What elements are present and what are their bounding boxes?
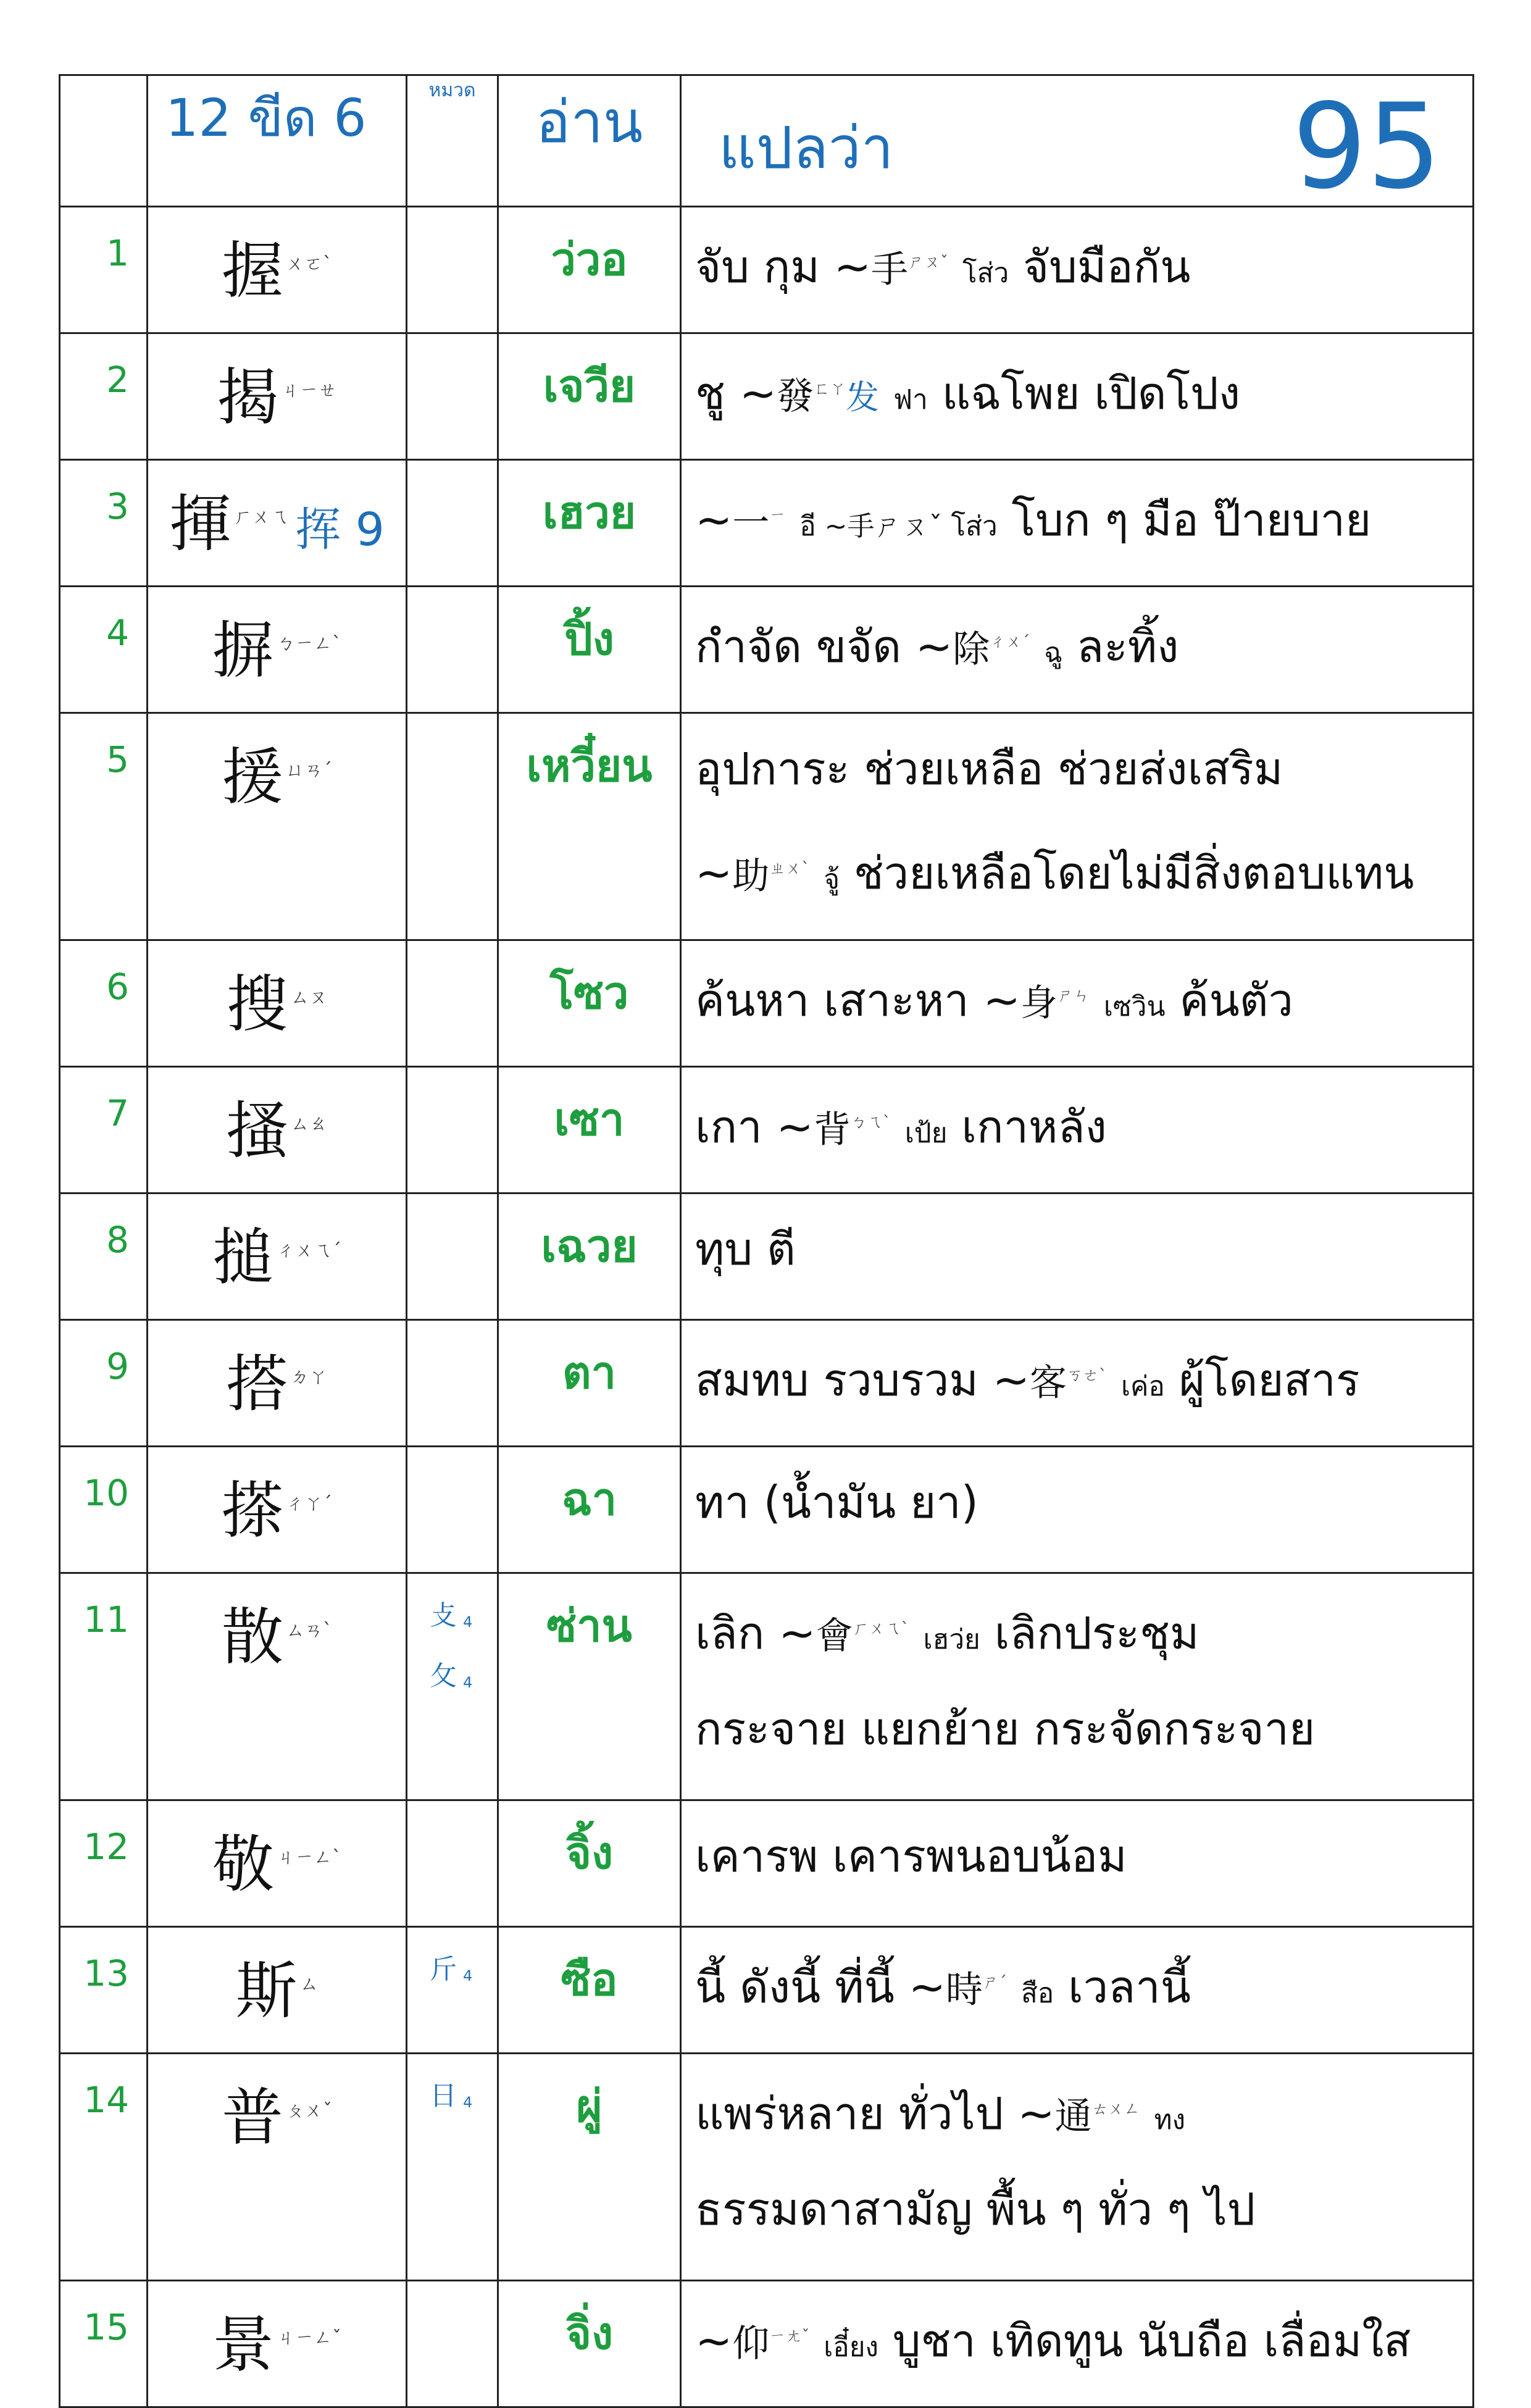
table-row	[60, 333, 1474, 460]
table-row	[60, 1927, 1474, 2054]
character-cell	[148, 1067, 407, 1194]
hanzi-bopomofo: ㄐㄧㄥˇ	[277, 2327, 341, 2349]
meaning-text-after: เลิกประชุม	[980, 1607, 1199, 1659]
page-number: 95	[1292, 78, 1441, 215]
radical-entry	[430, 2069, 497, 2130]
radical-cell	[407, 333, 498, 460]
meaning-line	[695, 2302, 1472, 2402]
hanzi-char: 散	[222, 1601, 283, 1673]
hanzi-char: 援	[222, 741, 283, 813]
hanzi-char: 握	[222, 235, 283, 307]
hanzi-bopomofo: ㄙㄡ	[290, 987, 328, 1008]
hanzi-bopomofo: ㄅㄧㄥˋ	[277, 633, 341, 654]
example-bopomofo: ㄈㄚ	[814, 380, 846, 398]
radical-cell	[407, 587, 498, 713]
meaning-text-after: ค้นตัว	[1165, 974, 1293, 1026]
meaning-cell	[681, 207, 1474, 333]
example-thai-reading: สือ	[1020, 1978, 1054, 2009]
radical-strokes: 4	[463, 2094, 473, 2111]
meaning-cell	[681, 333, 1474, 460]
example-char: 助	[732, 855, 770, 898]
table-row	[60, 2054, 1474, 2281]
radical-strokes: 4	[463, 1674, 473, 1691]
example-thai-reading: เอี๋ยง	[824, 2331, 878, 2363]
simplified-form: 挥 9	[295, 503, 385, 556]
meaning-cell	[681, 1800, 1474, 1927]
row-number: 9	[60, 1320, 148, 1447]
example-thai-reading: เซวิน	[1103, 991, 1166, 1022]
example-char: 仰	[732, 2322, 770, 2365]
radical-char: 攵	[430, 1660, 457, 1692]
hanzi-bopomofo: ㄙㄠ	[290, 1113, 328, 1135]
hanzi-char: 景	[212, 2309, 274, 2381]
example-thai-reading: เค่อ	[1120, 1371, 1165, 1402]
thai-reading: ซือ	[498, 1927, 681, 2054]
meaning-text: ~	[695, 2315, 733, 2367]
hanzi-bopomofo: ㄆㄨˇ	[286, 2100, 332, 2122]
character-cell	[148, 207, 407, 333]
example-thai-reading: จู้	[824, 864, 840, 895]
hanzi-bopomofo: ㄔㄚˊ	[286, 1493, 332, 1515]
example-thai-reading: เป้ย	[904, 1118, 948, 1149]
example-char: 除	[953, 628, 990, 671]
meaning-text: กำจัด ขจัด ~	[695, 621, 953, 672]
row-number: 5	[60, 713, 148, 940]
vocabulary-table	[59, 74, 1474, 2408]
character-cell	[148, 2281, 407, 2407]
row-number: 10	[60, 1447, 148, 1573]
radical-entry	[430, 1649, 497, 1710]
radical-cell	[407, 1320, 498, 1447]
character-cell	[148, 1320, 407, 1447]
radical-entry	[430, 1942, 497, 2003]
table-row	[60, 940, 1474, 1067]
example-char: 背	[813, 1108, 851, 1152]
character-cell	[148, 1800, 407, 1927]
meaning-text: ค้นหา เสาะหา ~	[695, 974, 1020, 1026]
character-cell	[148, 1927, 407, 2054]
meaning-text-after: เกาหลัง	[947, 1101, 1107, 1153]
table-row	[60, 2281, 1474, 2407]
meaning-cell	[681, 1194, 1474, 1320]
radical-cell	[407, 713, 498, 940]
example-bopomofo: ㄔㄨˊ	[990, 633, 1030, 651]
example-bopomofo: ㄧ	[769, 506, 786, 525]
meaning-text: ชู ~	[695, 367, 777, 419]
table-row	[60, 1067, 1474, 1194]
thai-reading: ปิ้ง	[498, 587, 681, 713]
example-thai-reading: ฉู	[1044, 637, 1063, 669]
meaning-line	[695, 482, 1472, 582]
hanzi-char: 敬	[212, 1828, 274, 1900]
table-row	[60, 1800, 1474, 1927]
radical-cell	[407, 2054, 498, 2281]
character-cell	[148, 1447, 407, 1573]
row-number: 12	[60, 1800, 148, 1927]
radical-entry	[430, 1589, 497, 1649]
thai-reading: จิ่ง	[498, 2281, 681, 2407]
row-number: 14	[60, 2054, 148, 2281]
example-bopomofo: ㄕㄡˇ	[908, 253, 949, 272]
radical-cell	[407, 2281, 498, 2407]
example-char: 會	[816, 1615, 853, 1658]
header-row	[60, 75, 1474, 207]
meaning-line	[695, 1949, 1472, 2049]
header-radical: หมวด	[407, 75, 498, 207]
meaning-text: กระจาย แยกย้าย กระจัดกระจาย	[695, 1703, 1316, 1755]
thai-reading: ตา	[498, 1320, 681, 1447]
row-number: 2	[60, 333, 148, 460]
example-char: 時	[946, 1968, 983, 2012]
meaning-text: เคารพ เคารพนอบน้อม	[695, 1830, 1127, 1882]
meaning-text: อุปการะ ช่วยเหลือ ช่วยส่งเสริม	[695, 743, 1283, 795]
meaning-text: เลิก ~	[695, 1607, 816, 1659]
example-bopomofo: ㄅㄟˋ	[850, 1113, 891, 1132]
radical-cell	[407, 1194, 498, 1320]
hanzi-bopomofo: ㄏㄨㄟ	[233, 506, 290, 528]
header-meaning-cell	[681, 75, 1474, 215]
row-number: 11	[60, 1573, 148, 1800]
header-index-cell	[60, 75, 148, 207]
table-row	[60, 1573, 1474, 1800]
hanzi-bopomofo: ㄙ	[299, 1973, 319, 1995]
example-thai-reading: โส่ว	[962, 257, 1009, 289]
meaning-line	[695, 1215, 1472, 1315]
meaning-text: เกา ~	[695, 1101, 814, 1153]
meaning-cell	[681, 1927, 1474, 2054]
row-number: 3	[60, 460, 148, 587]
meaning-line	[695, 1695, 1472, 1795]
meaning-text-after: เวลานี้	[1054, 1961, 1191, 2013]
example-simplified: 发	[846, 378, 880, 417]
radical-cell	[407, 207, 498, 333]
meaning-text-after: บูชา เทิดทูน นับถือ เลื่อมใส	[878, 2315, 1411, 2367]
meaning-line	[695, 2175, 1472, 2275]
thai-reading: ว่วอ	[498, 207, 681, 333]
meaning-line	[695, 355, 1472, 455]
example-thai-reading: ทง	[1154, 2104, 1186, 2136]
thai-reading: เฮวย	[498, 460, 681, 587]
character-cell	[148, 940, 407, 1067]
table-row	[60, 587, 1474, 713]
meaning-text-after: โบก ๆ มือ ป๊ายบาย	[997, 494, 1372, 546]
thai-reading: ผู่	[498, 2054, 681, 2281]
meaning-text: ~	[695, 494, 733, 546]
meaning-text: ทา (น้ำมัน ยา)	[695, 1476, 978, 1528]
meaning-text: ธรรมดาสามัญ พื้น ๆ ทั่ว ๆ ไป	[695, 2183, 1256, 2235]
thai-reading: ฉา	[498, 1447, 681, 1573]
example-bopomofo: ㄊㄨㄥ	[1091, 2100, 1140, 2118]
character-cell	[148, 1194, 407, 1320]
example-char: 發	[777, 375, 814, 418]
thai-reading: โซว	[498, 940, 681, 1067]
hanzi-char: 揮	[169, 488, 232, 560]
meaning-line	[695, 608, 1472, 708]
example-thai-reading: อี ~手ㄕㄡˇ โส่ว	[799, 511, 998, 542]
meaning-line	[695, 835, 1472, 935]
thai-reading: เจวีย	[498, 333, 681, 460]
hanzi-char: 斯	[235, 1955, 298, 2027]
row-number: 6	[60, 940, 148, 1067]
meaning-line	[695, 1822, 1472, 1922]
radical-cell	[407, 1067, 498, 1194]
table-row	[60, 1194, 1474, 1320]
character-cell	[148, 1573, 407, 1800]
table-row	[60, 207, 1474, 333]
meaning-cell	[681, 460, 1474, 587]
radical-cell	[407, 460, 498, 587]
meaning-text-after: ช่วยเหลือโดยไม่มีสิ่งตอบแทน	[840, 847, 1414, 899]
table-row	[60, 1320, 1474, 1447]
row-number: 7	[60, 1067, 148, 1194]
meaning-line	[695, 1089, 1472, 1189]
thai-reading: เฉวย	[498, 1194, 681, 1320]
row-number: 15	[60, 2281, 148, 2407]
thai-reading: ซ่าน	[498, 1573, 681, 1800]
meaning-cell	[681, 1447, 1474, 1573]
meaning-cell	[681, 1573, 1474, 1800]
example-bopomofo: ㄕˊ	[983, 1973, 1007, 1992]
hanzi-char: 搜	[226, 968, 288, 1040]
header-strokes: 12 ขีด 6	[148, 75, 407, 207]
header-meaning: แปลว่า	[719, 115, 894, 182]
example-thai-reading: ฟา	[893, 384, 928, 416]
character-cell	[148, 587, 407, 713]
meaning-text-after: แฉโพย เปิดโปง	[927, 367, 1241, 419]
table-row	[60, 460, 1474, 587]
example-bopomofo: ㄓㄨˋ	[769, 859, 810, 878]
meaning-line	[695, 2075, 1472, 2175]
radical-strokes: 4	[463, 1613, 473, 1631]
radical-cell	[407, 1573, 498, 1800]
header-reading: อ่าน	[498, 75, 681, 207]
radical-cell	[407, 1800, 498, 1927]
hanzi-char: 搭	[226, 1348, 288, 1420]
hanzi-char: 搥	[212, 1221, 274, 1294]
hanzi-bopomofo: ㄨㄛˋ	[286, 253, 332, 275]
meaning-text: สมทบ รวบรวม ~	[695, 1354, 1030, 1406]
radical-char: 攴	[430, 1600, 457, 1631]
meaning-text-after: ละทิ้ง	[1062, 621, 1179, 672]
meaning-cell	[681, 1320, 1474, 1447]
meaning-text: ~	[695, 847, 733, 899]
meaning-cell	[681, 713, 1474, 940]
character-cell	[148, 713, 407, 940]
example-char: 客	[1030, 1361, 1067, 1405]
hanzi-bopomofo: ㄔㄨㄟˊ	[277, 1240, 341, 1261]
meaning-line	[695, 735, 1472, 835]
hanzi-char: 搽	[222, 1474, 283, 1547]
meaning-cell	[681, 587, 1474, 713]
radical-char: 日	[430, 2080, 457, 2112]
example-char: 手	[871, 248, 909, 291]
meaning-text: ทุบ ตี	[695, 1223, 796, 1275]
meaning-cell	[681, 1067, 1474, 1194]
hanzi-bopomofo: ㄐㄧㄝ	[281, 380, 337, 401]
meaning-line	[695, 228, 1472, 328]
meaning-cell	[681, 2054, 1474, 2281]
thai-reading: เซา	[498, 1067, 681, 1194]
hanzi-bopomofo: ㄐㄧㄥˋ	[277, 1847, 341, 1868]
hanzi-char: 揭	[217, 361, 279, 433]
radical-char: 斤	[430, 1954, 457, 1985]
meaning-text: แพร่หลาย ทั่วไป ~	[695, 2088, 1055, 2139]
radical-cell	[407, 940, 498, 1067]
character-cell	[148, 333, 407, 460]
radical-strokes: 4	[463, 1967, 473, 1984]
meaning-line	[695, 1468, 1472, 1568]
row-number: 8	[60, 1194, 148, 1320]
meaning-text-after: ผู้โดยสาร	[1164, 1354, 1360, 1406]
table-row	[60, 1447, 1474, 1573]
thai-reading: เหวี๋ยน	[498, 713, 681, 940]
radical-cell	[407, 1927, 498, 2054]
example-bopomofo: ㄧㄤˇ	[769, 2327, 810, 2346]
meaning-text: นี้ ดังนี้ ที่นี้ ~	[695, 1961, 946, 2013]
hanzi-char: 普	[222, 2081, 283, 2154]
meaning-text: จับ กุม ~	[695, 241, 872, 293]
meaning-line	[695, 1595, 1472, 1695]
thai-reading: จิ้ง	[498, 1800, 681, 1927]
hanzi-bopomofo: ㄉㄚ	[290, 1366, 328, 1388]
example-bopomofo: ㄎㄜˋ	[1067, 1366, 1108, 1385]
hanzi-char: 搔	[226, 1095, 288, 1167]
character-cell	[148, 2054, 407, 2281]
example-char: 身	[1020, 982, 1058, 1025]
hanzi-char: 摒	[212, 614, 274, 687]
example-char: 通	[1054, 2095, 1092, 2138]
row-number: 1	[60, 207, 148, 333]
row-number: 13	[60, 1927, 148, 2054]
meaning-cell	[681, 940, 1474, 1067]
example-bopomofo: ㄏㄨㄟˋ	[853, 1620, 909, 1638]
hanzi-bopomofo: ㄩㄢˊ	[286, 759, 332, 781]
hanzi-bopomofo: ㄙㄢˋ	[286, 1620, 332, 1641]
meaning-line	[695, 1342, 1472, 1442]
character-cell	[148, 460, 407, 587]
meaning-text-after: จับมือกัน	[1009, 241, 1191, 293]
radical-cell	[407, 1447, 498, 1573]
meaning-line	[695, 962, 1472, 1062]
meaning-cell	[681, 2281, 1474, 2407]
example-thai-reading: เฮว่ย	[923, 1624, 980, 1655]
row-number: 4	[60, 587, 148, 713]
example-char: 一	[732, 501, 770, 545]
example-bopomofo: ㄕㄣ	[1057, 987, 1090, 1005]
table-row	[60, 713, 1474, 940]
